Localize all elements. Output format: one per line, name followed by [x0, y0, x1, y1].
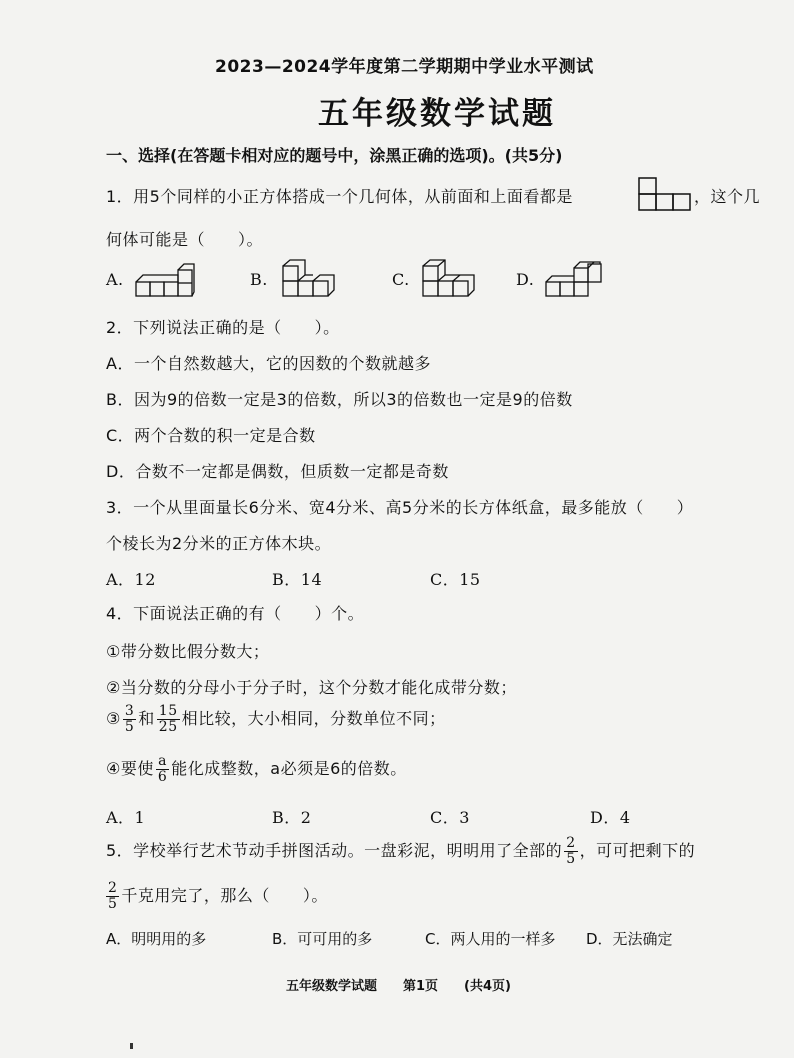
page-footer: 五年级数学试题 第1页 (共4页) [286, 979, 511, 994]
fraction-a-6: $\frac{a}{6}$ [157, 753, 168, 785]
exam-header: 2023—2024学年度第二学期期中学业水平测试 [215, 57, 594, 77]
q4-statement-3-prefix: ③ [106, 709, 121, 728]
q1-stem-line2: 何体可能是（ ）。 [106, 230, 264, 249]
scan-mark [130, 1043, 133, 1049]
q4-statement-3-text: 相比较，大小相同，分数单位不同； [181, 709, 446, 728]
q1-stem-text: 1．用5个同样的小正方体搭成一个几何体，从前面和上面看都是 [106, 187, 573, 206]
q3-option-b: B．14 [272, 570, 323, 589]
cube-figure-c-icon [420, 256, 484, 300]
cube-figure-b-icon [280, 256, 344, 300]
q1-stem-end: ，这个几 [694, 187, 761, 206]
q4-statement-1: ①带分数比假分数大； [106, 642, 270, 661]
q4-statement-4-text: 能化成整数，a必须是6的倍数。 [171, 759, 407, 778]
fraction-2-5-a: $\frac{2}{5}$ [566, 835, 576, 867]
q5-stem-line2 [106, 881, 328, 912]
q3-option-a: A．12 [106, 570, 156, 589]
q4-stem: 4．下面说法正确的有（ ）个。 [106, 604, 365, 623]
q5-stem-line2-text: 千克用完了，那么（ ）。 [121, 886, 328, 905]
fraction-3-5: $\frac{3}{5}$ [124, 703, 135, 735]
q1-stem-line1 [106, 184, 573, 207]
q1-option-b-label: B. [250, 270, 268, 289]
q1-option-a-label: A. [106, 270, 124, 289]
q2-stem: 2．下列说法正确的是（ ）。 [106, 318, 340, 337]
q4-statement-2: ②当分数的分母小于分子时，这个分数才能化成带分数； [106, 678, 517, 697]
q3-option-c: C．15 [430, 570, 481, 589]
cube-figure-a-icon [134, 258, 196, 300]
q2-option-d: D．合数不一定都是偶数，但质数一定都是奇数 [106, 462, 449, 481]
q2-option-b: B．因为9的倍数一定是3的倍数，所以3的倍数也一定是9的倍数 [106, 390, 573, 409]
q5-option-a: A．明明用的多 [106, 930, 207, 948]
q5-stem-line1 [106, 836, 695, 867]
q5-option-d: D．无法确定 [586, 930, 673, 948]
view-shape-icon [638, 177, 694, 211]
q1-option-d-label: D. [516, 270, 535, 289]
q5-option-b: B．可可用的多 [272, 930, 373, 948]
q5-stem-text: 5．学校举行艺术节动手拼图活动。一盘彩泥，明明用了全部的 [106, 841, 563, 860]
q2-option-c: C．两个合数的积一定是合数 [106, 426, 316, 445]
q3-stem-line1: 3．一个从里面量长6分米、宽4分米、高5分米的长方体纸盒，最多能放（ ） [106, 498, 694, 517]
q4-statement-3 [106, 704, 446, 735]
q3-stem-line2: 个棱长为2分米的正方体木块。 [106, 534, 332, 553]
q1-option-c-label: C. [392, 270, 410, 289]
q2-option-a: A．一个自然数越大，它的因数的个数就越多 [106, 354, 431, 373]
fraction-2-5-b: $\frac{2}{5}$ [108, 880, 118, 912]
section-heading: 一、选择(在答题卡相对应的题号中，涂黑正确的选项)。(共5分) [106, 146, 563, 165]
q4-option-b: B．2 [272, 808, 312, 827]
q5-stem-end: ，可可把剩下的 [579, 841, 696, 860]
fraction-15-25: $\frac{15}{25}$ [158, 703, 178, 735]
cube-figure-d-icon [544, 254, 606, 302]
page-title: 五年级数学试题 [318, 96, 556, 132]
q4-statement-4-prefix: ④要使 [106, 759, 154, 778]
q4-option-a: A．1 [106, 808, 146, 827]
q4-statement-4 [106, 754, 407, 785]
q4-statement-3-and: 和 [138, 709, 155, 728]
q5-option-c: C．两人用的一样多 [425, 930, 556, 948]
q4-option-c: C．3 [430, 808, 470, 827]
q4-option-d: D．4 [590, 808, 631, 827]
